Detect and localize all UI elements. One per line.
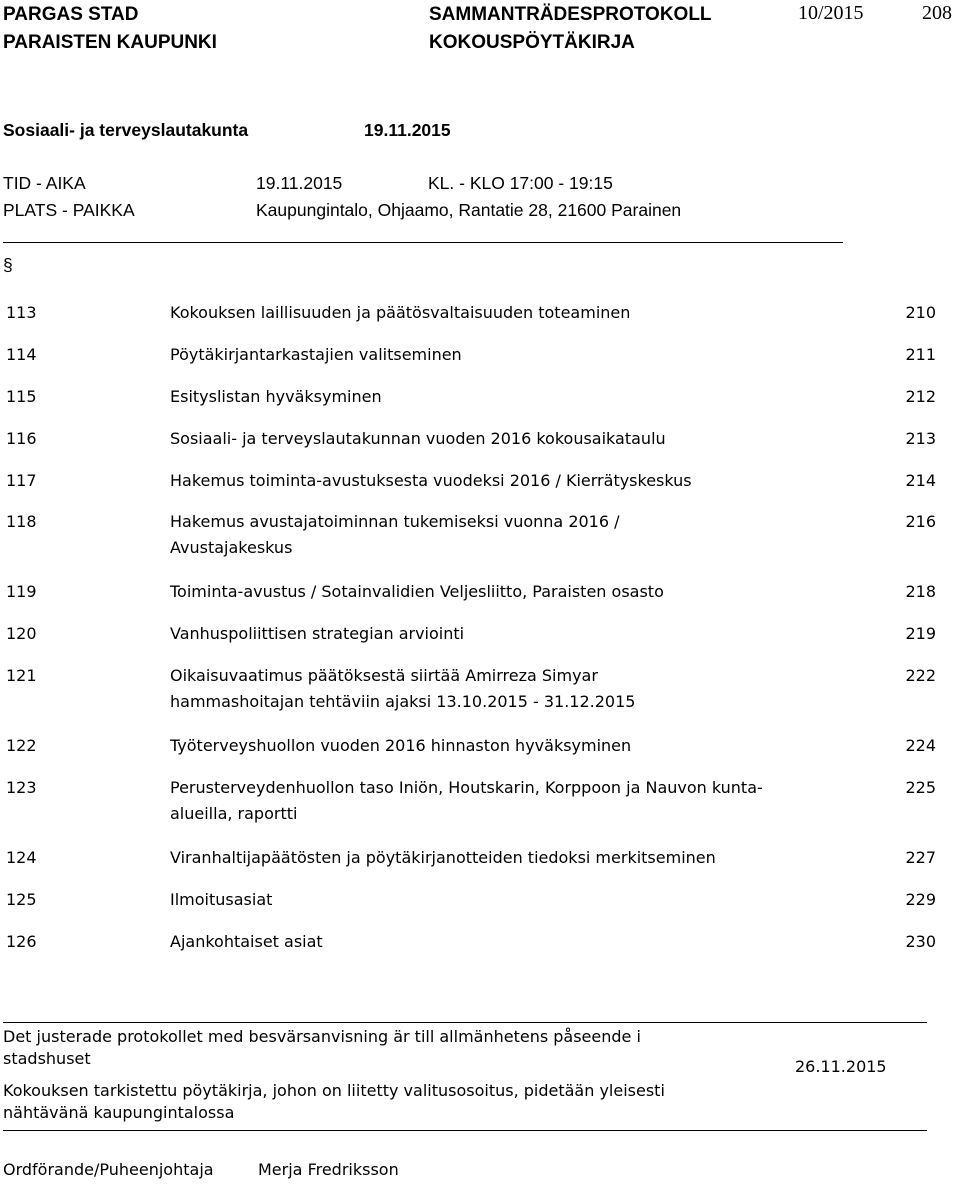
item-title: Perusterveydenhuollon taso Iniön, Houtskarin, Korppoon ja Nauvon kunta-alueilla, raportti <box>170 778 763 823</box>
item-page: 229 <box>905 890 936 909</box>
item-number: 115 <box>6 387 37 406</box>
header-divider <box>3 242 843 243</box>
agenda-item <box>6 300 936 342</box>
notice-date: 26.11.2015 <box>795 1057 887 1076</box>
agenda-item <box>6 426 936 468</box>
item-page: 225 <box>905 778 936 797</box>
item-page: 230 <box>905 932 936 951</box>
board-name: Sosiaali- ja terveyslautakunta <box>3 120 249 140</box>
place-label: PLATS - PAIKKA <box>3 200 135 220</box>
item-number: 118 <box>6 512 37 531</box>
item-page: 216 <box>905 512 936 531</box>
time-range: KL. - KLO 17:00 - 19:15 <box>428 173 613 193</box>
agenda-item <box>6 384 936 426</box>
agenda-item <box>6 887 936 929</box>
item-number: 119 <box>6 582 37 601</box>
section-symbol: § <box>3 255 13 275</box>
item-number: 122 <box>6 736 37 755</box>
agenda-item <box>6 468 936 509</box>
org-name-fi: PARAISTEN KAUPUNKI <box>3 32 217 53</box>
item-title: Työterveyshuollon vuoden 2016 hinnaston hyväksyminen <box>170 736 632 755</box>
agenda-item <box>6 775 936 845</box>
time-label: TID - AIKA <box>3 173 86 193</box>
item-number: 126 <box>6 932 37 951</box>
item-page: 222 <box>905 666 936 685</box>
doc-type-sv: SAMMANTRÄDESPROTOKOLL <box>429 4 712 25</box>
footer-bottom-divider <box>3 1130 927 1131</box>
item-page: 211 <box>905 345 936 364</box>
item-title: Vanhuspoliittisen strategian arviointi <box>170 624 465 643</box>
agenda-list <box>6 300 936 971</box>
page-number: 208 <box>922 2 952 24</box>
notice-sv: Det justerade protokollet med besvärsanvisning är till allmänhetens påseende i stadshuset <box>3 1027 641 1068</box>
item-page: 213 <box>905 429 936 448</box>
agenda-item <box>6 509 936 579</box>
meeting-date: 19.11.2015 <box>364 120 451 140</box>
item-number: 121 <box>6 666 37 685</box>
footer-top-divider <box>3 1022 927 1023</box>
agenda-item <box>6 579 936 621</box>
item-title: Ilmoitusasiat <box>170 890 273 909</box>
notice-fi: Kokouksen tarkistettu pöytäkirja, johon on liitetty valitusosoitus, pidetään yleisesti nähtävänä kaupungintalossa <box>3 1081 665 1122</box>
org-name-sv: PARGAS STAD <box>3 4 139 25</box>
item-title: Hakemus avustajatoiminnan tukemiseksi vuonna 2016 / Avustajakeskus <box>170 512 620 557</box>
item-title: Toiminta-avustus / Sotainvalidien Veljesliitto, Paraisten osasto <box>170 582 664 601</box>
item-title: Oikaisuvaatimus päätöksestä siirtää Amirreza Simyar hammashoitajan tehtäviin ajaksi 13.10.2015 - 31.12.2015 <box>170 666 636 711</box>
doc-type-fi: KOKOUSPÖYTÄKIRJA <box>429 32 635 53</box>
item-number: 114 <box>6 345 37 364</box>
agenda-item <box>6 621 936 663</box>
item-number: 124 <box>6 848 37 867</box>
agenda-item <box>6 663 936 733</box>
place-value: Kaupungintalo, Ohjaamo, Rantatie 28, 21600 Parainen <box>256 200 682 220</box>
item-page: 219 <box>905 624 936 643</box>
item-page: 224 <box>905 736 936 755</box>
item-page: 210 <box>905 303 936 322</box>
agenda-item <box>6 845 936 887</box>
item-title: Esityslistan hyväksyminen <box>170 387 382 406</box>
item-page: 212 <box>905 387 936 406</box>
item-title: Pöytäkirjantarkastajien valitseminen <box>170 345 462 364</box>
chair-name: Merja Fredriksson <box>258 1160 399 1179</box>
item-page: 218 <box>905 582 936 601</box>
chair-label: Ordförande/Puheenjohtaja <box>3 1160 214 1179</box>
agenda-item <box>6 929 936 971</box>
item-title: Kokouksen laillisuuden ja päätösvaltaisuuden toteaminen <box>170 303 631 322</box>
item-number: 120 <box>6 624 37 643</box>
time-date: 19.11.2015 <box>256 173 343 193</box>
item-number: 113 <box>6 303 37 322</box>
item-number: 117 <box>6 471 37 490</box>
item-title: Sosiaali- ja terveyslautakunnan vuoden 2016 kokousaikataulu <box>170 429 666 448</box>
item-page: 214 <box>905 471 936 490</box>
item-title: Viranhaltijapäätösten ja pöytäkirjanotteiden tiedoksi merkitseminen <box>170 848 716 867</box>
item-number: 116 <box>6 429 37 448</box>
item-title: Hakemus toiminta-avustuksesta vuodeksi 2016 / Kierrätyskeskus <box>170 471 692 490</box>
item-title: Ajankohtaiset asiat <box>170 932 323 951</box>
item-number: 123 <box>6 778 37 797</box>
protocol-number: 10/2015 <box>798 2 864 24</box>
agenda-item <box>6 342 936 384</box>
item-page: 227 <box>905 848 936 867</box>
agenda-item <box>6 733 936 775</box>
item-number: 125 <box>6 890 37 909</box>
